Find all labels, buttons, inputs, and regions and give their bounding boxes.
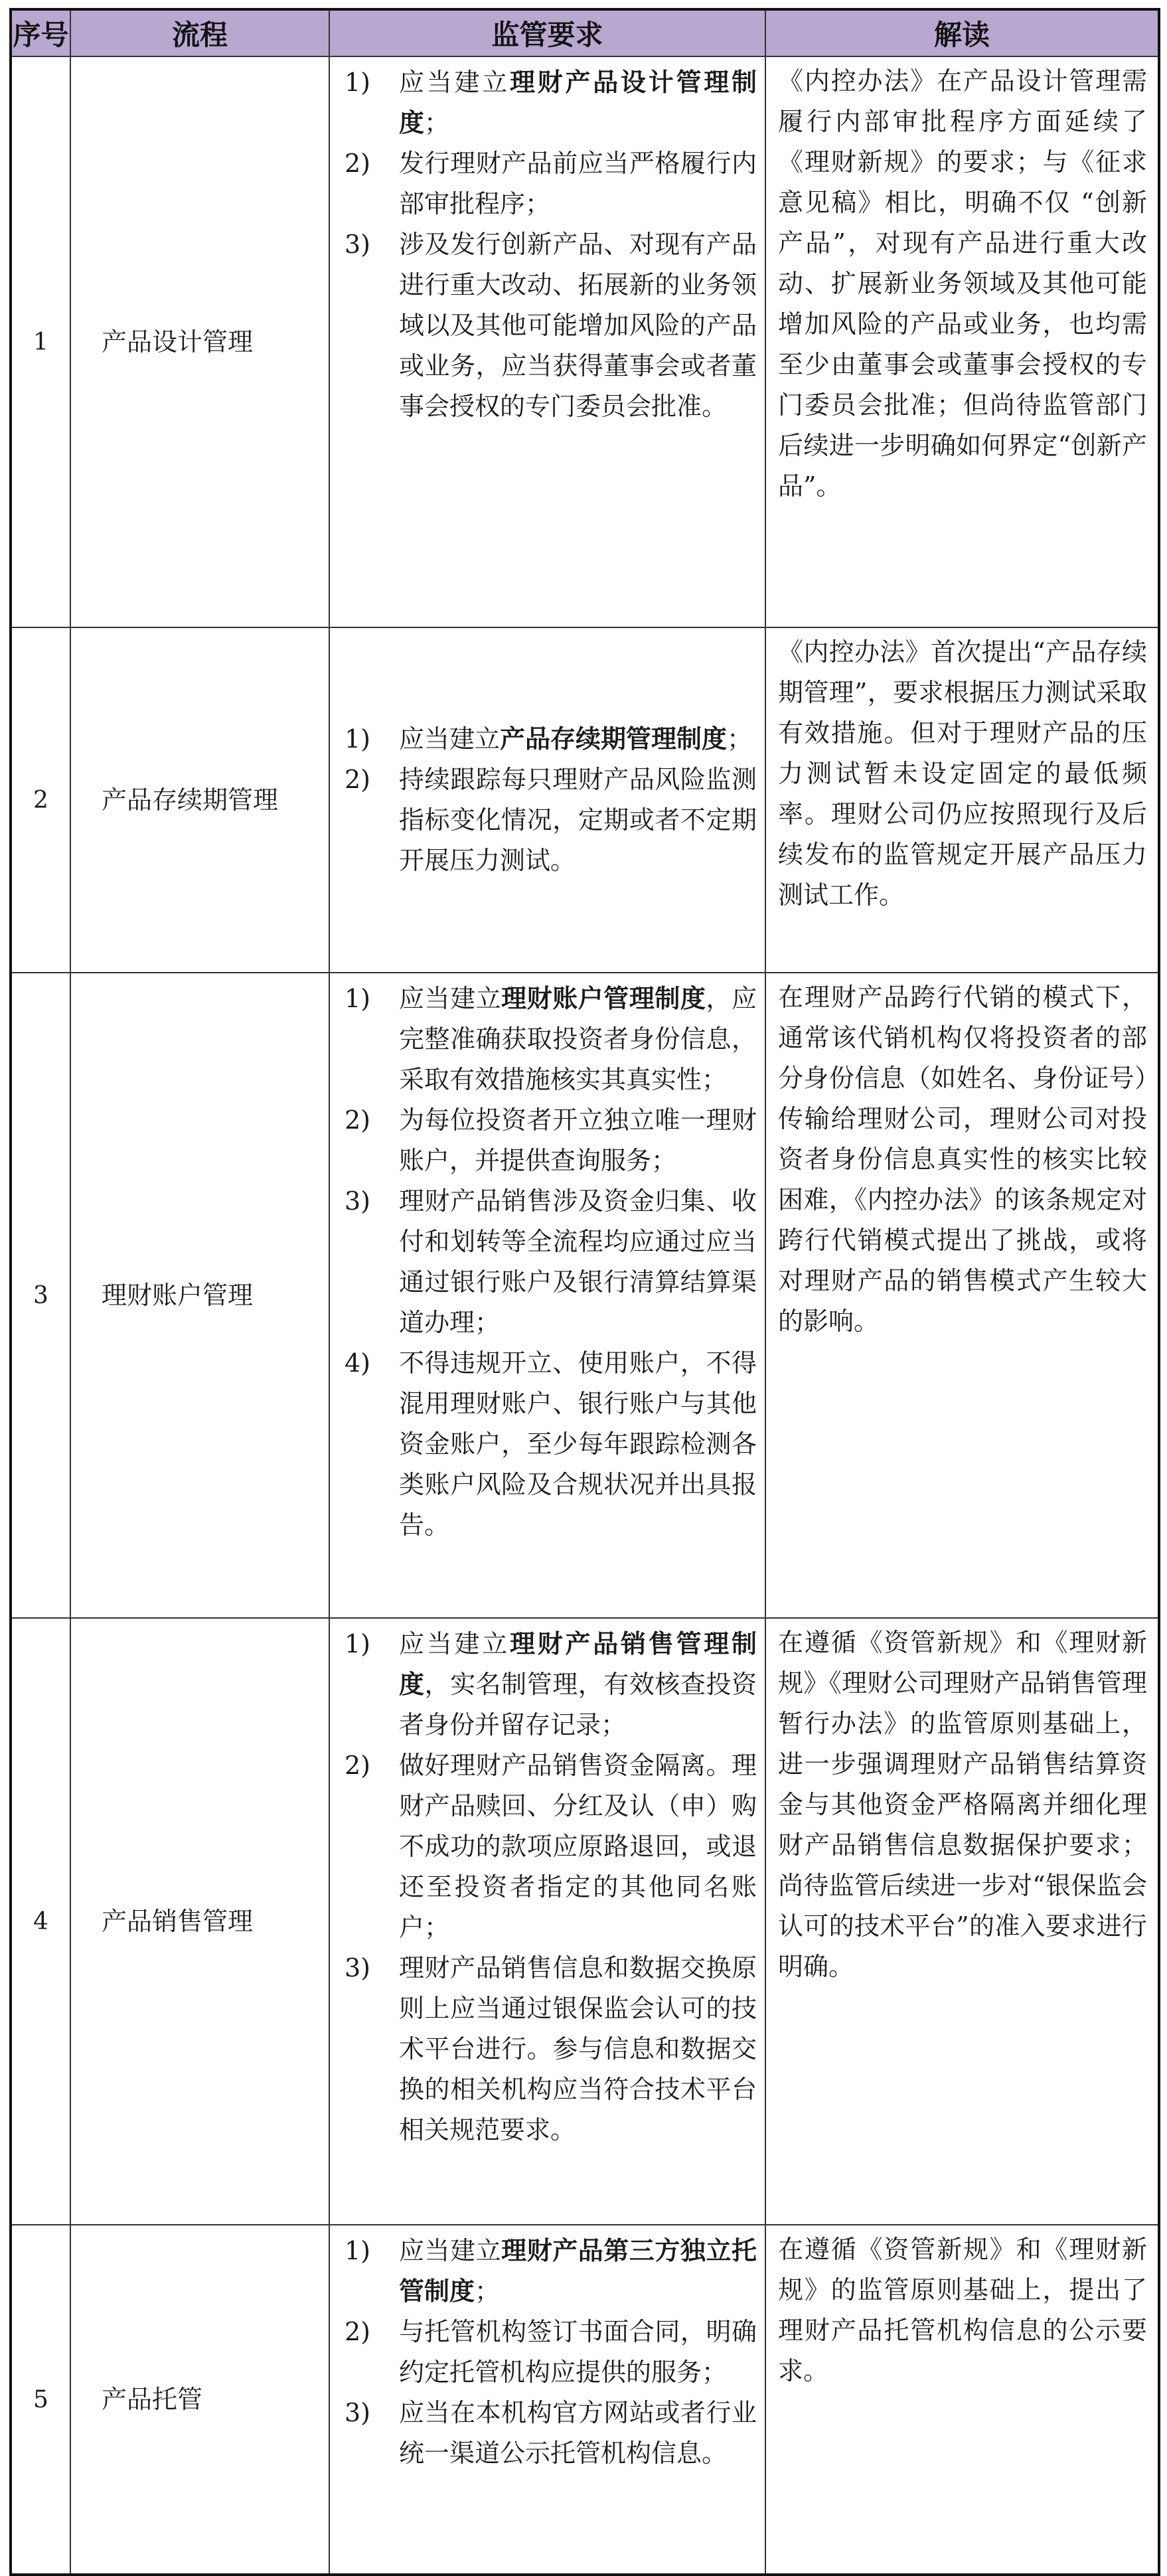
table-header-row (11, 9, 1159, 56)
row-interpretation: 在遵循《资管新规》和《理财新规》的监管原则基础上，提出了理财产品托管机构信息的公示要求。 (765, 2225, 1159, 2575)
requirement-item: 1) 应当建立理财产品第三方独立托管制度； (345, 2236, 757, 2306)
table-row (11, 1618, 1159, 2225)
requirement-item: 1) 应当建立产品存续期管理制度； (345, 724, 753, 754)
row-requirements (329, 973, 765, 1618)
header-interpretation: 解读 (765, 9, 1159, 56)
requirement-item: 2) 持续跟踪每只理财产品风险监测指标变化情况，定期或者不定期开展压力测试。 (345, 765, 757, 875)
row-process: 产品存续期管理 (70, 627, 329, 973)
row-interpretation: 《内控办法》在产品设计管理需履行内部审批程序方面延续了《理财新规》的要求；与《征求意见稿》相比，明确不仅 “创新产品”，对现有产品进行重大改动、扩展新业务领域及其他可能增加风险的产品或业务，也均需至少由董事会或董事会授权的专门委员会批准；但尚待监管部门后续进一步明确如何界定“创新产品”。 (765, 56, 1159, 627)
requirement-item: 1) 应当建立理财产品设计管理制度； (345, 68, 757, 137)
requirement-item: 1) 应当建立理财账户管理制度，应完整准确获取投资者身份信息，采取有效措施核实其真实性； (345, 984, 757, 1094)
row-number: 3 (11, 973, 70, 1618)
row-number: 4 (11, 1618, 70, 2225)
row-interpretation: 在遵循《资管新规》和《理财新规》《理财公司理财产品销售管理暂行办法》的监管原则基础上，进一步强调理财产品销售结算资金与其他资金严格隔离并细化理财产品销售信息数据保护要求；尚待监管后续进一步对“银保监会认可的技术平台”的准入要求进行明确。 (765, 1618, 1159, 2225)
header-process: 流程 (70, 9, 329, 56)
row-number: 5 (11, 2225, 70, 2575)
requirement-item: 4) 不得违规开立、使用账户，不得混用理财账户、银行账户与其他资金账户，至少每年跟踪检测各类账户风险及合规状况并出具报告。 (345, 1348, 757, 1540)
row-interpretation: 《内控办法》首次提出“产品存续期管理”，要求根据压力测试采取有效措施。但对于理财产品的压力测试暂未设定固定的最低频率。理财公司仍应按照现行及后续发布的监管规定开展产品压力测试工作。 (765, 627, 1159, 973)
requirement-item: 3) 理财产品销售信息和数据交换原则上应当通过银保监会认可的技术平台进行。参与信息和数据交换的相关机构应当符合技术平台相关规范要求。 (345, 1953, 757, 2144)
header-requirements: 监管要求 (329, 9, 765, 56)
row-process: 产品托管 (70, 2225, 329, 2575)
table-row (11, 627, 1159, 973)
header-seq: 序号 (11, 9, 70, 56)
requirement-item: 2) 发行理财产品前应当严格履行内部审批程序； (345, 149, 757, 218)
requirement-item: 2) 做好理财产品销售资金隔离。理财产品赎回、分红及认（申）购不成功的款项应原路退回，或退还至投资者指定的其他同名账户； (345, 1751, 757, 1942)
row-requirements (329, 627, 765, 973)
table-row (11, 2225, 1159, 2575)
row-process: 产品设计管理 (70, 56, 329, 627)
requirement-item: 3) 应当在本机构官方网站或者行业统一渠道公示托管机构信息。 (345, 2398, 757, 2468)
requirement-item: 1) 应当建立理财产品销售管理制度，实名制管理，有效核查投资者身份并留存记录； (345, 1629, 757, 1739)
row-number: 2 (11, 627, 70, 973)
row-process: 产品销售管理 (70, 1618, 329, 2225)
table-row (11, 56, 1159, 627)
requirement-item: 2) 与托管机构签订书面合同，明确约定托管机构应提供的服务； (345, 2317, 757, 2387)
row-process: 理财账户管理 (70, 973, 329, 1618)
row-interpretation: 在理财产品跨行代销的模式下，通常该代销机构仅将投资者的部分身份信息（如姓名、身份证号）传输给理财公司，理财公司对投资者身份信息真实性的核实比较困难，《内控办法》的该条规定对跨行代销模式提出了挑战，或将对理财产品的销售模式产生较大的影响。 (765, 973, 1159, 1618)
regulation-table (9, 8, 1160, 2576)
row-requirements (329, 2225, 765, 2575)
row-requirements (329, 56, 765, 627)
row-requirements (329, 1618, 765, 2225)
row-number: 1 (11, 56, 70, 627)
table-row (11, 973, 1159, 1618)
requirement-item: 3) 理财产品销售涉及资金归集、收付和划转等全流程均应通过应当通过银行账户及银行清算结算渠道办理； (345, 1186, 757, 1337)
requirement-item: 3) 涉及发行创新产品、对现有产品进行重大改动、拓展新的业务领域以及其他可能增加风险的产品或业务，应当获得董事会或者董事会授权的专门委员会批准。 (345, 230, 757, 421)
requirement-item: 2) 为每位投资者开立独立唯一理财账户，并提供查询服务； (345, 1105, 757, 1175)
